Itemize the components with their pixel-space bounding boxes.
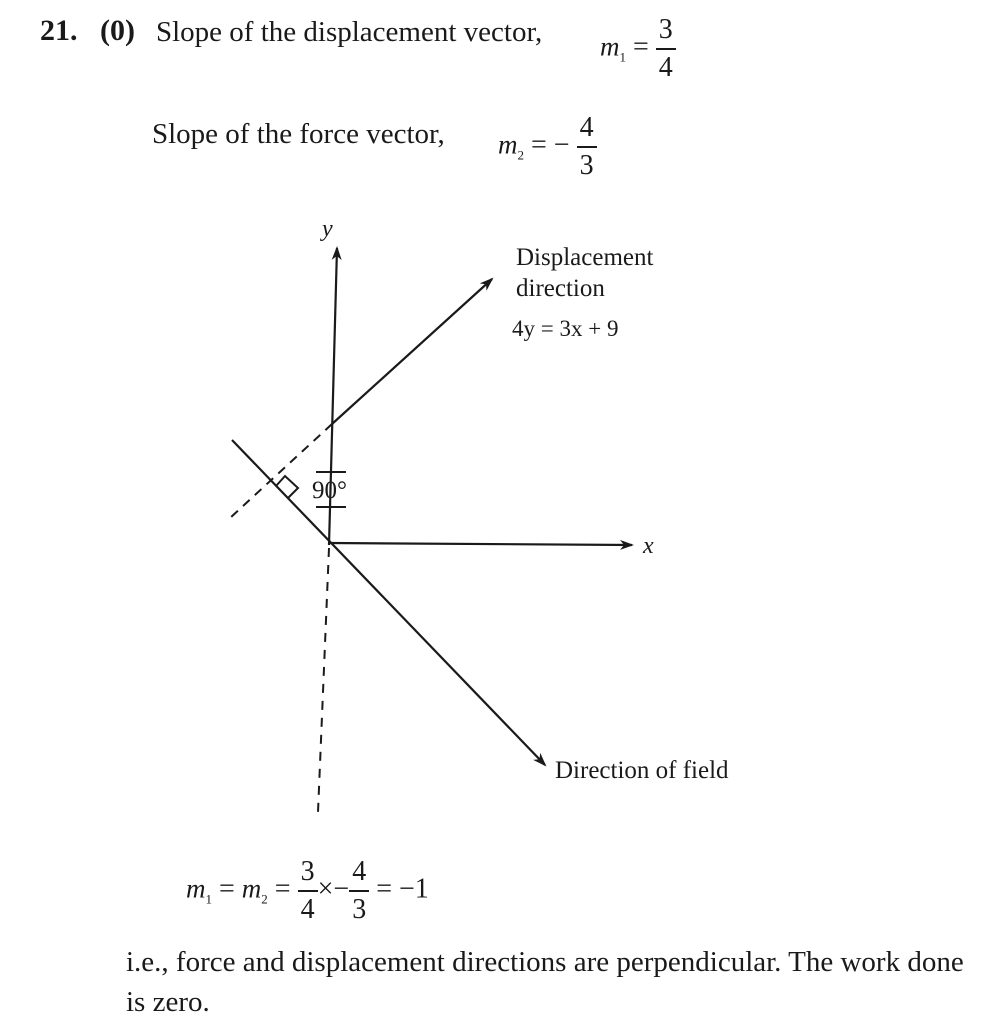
question-number: 21. [40, 14, 78, 47]
y-axis-dashed [318, 548, 329, 812]
product-m2-subscript: 2 [261, 891, 268, 907]
conclusion-text: i.e., force and displacement directions are perpendicular. The work done is zero. [126, 946, 964, 1018]
m2-denominator: 3 [579, 150, 594, 181]
product-equals-2: = [274, 873, 291, 905]
m2-numerator: 4 [577, 114, 597, 148]
product-m2-symbol: m [241, 873, 262, 904]
y-axis-label: y [322, 216, 333, 242]
angle-label: 90° [312, 477, 347, 504]
product-m1-subscript: 1 [205, 891, 212, 907]
right-angle-marker [276, 476, 298, 498]
product-f2-denominator: 3 [352, 894, 367, 925]
question-answer: (0) [100, 14, 135, 47]
m2-symbol: m [498, 129, 518, 160]
displacement-slope-text: Slope of the displacement vector, [156, 16, 543, 48]
product-f1-denominator: 4 [300, 894, 315, 925]
displacement-line [332, 279, 492, 424]
field-direction-line [232, 440, 545, 765]
field-label: Direction of field [555, 757, 729, 784]
times-sign: × [317, 873, 334, 905]
product-fraction-1 [298, 858, 318, 924]
equals-sign: = [633, 31, 649, 63]
displacement-equation: 4y = 3x + 9 [512, 316, 619, 341]
slope-product-equation [186, 858, 429, 924]
m1-denominator: 4 [658, 52, 673, 83]
m2-subscript: 2 [517, 147, 524, 163]
m1-subscript: 1 [619, 49, 626, 65]
x-axis [329, 543, 632, 545]
displacement-label-line2: direction [516, 275, 605, 302]
equals-sign: = [531, 129, 547, 161]
m2-sign: − [553, 129, 570, 161]
product-f1-numerator: 3 [298, 858, 318, 892]
m1-symbol: m [600, 31, 620, 62]
product-m1-symbol: m [186, 873, 206, 904]
force-slope-text: Slope of the force vector, [152, 118, 445, 150]
x-axis-label: x [643, 533, 654, 559]
negative-sign: − [333, 873, 350, 905]
product-equals-1: = [219, 873, 235, 905]
product-f2-numerator: 4 [349, 858, 369, 892]
product-fraction-2 [349, 858, 369, 924]
m1-numerator: 3 [656, 16, 676, 50]
product-result: = −1 [376, 873, 429, 905]
displacement-label-line1: Displacement [516, 244, 654, 271]
